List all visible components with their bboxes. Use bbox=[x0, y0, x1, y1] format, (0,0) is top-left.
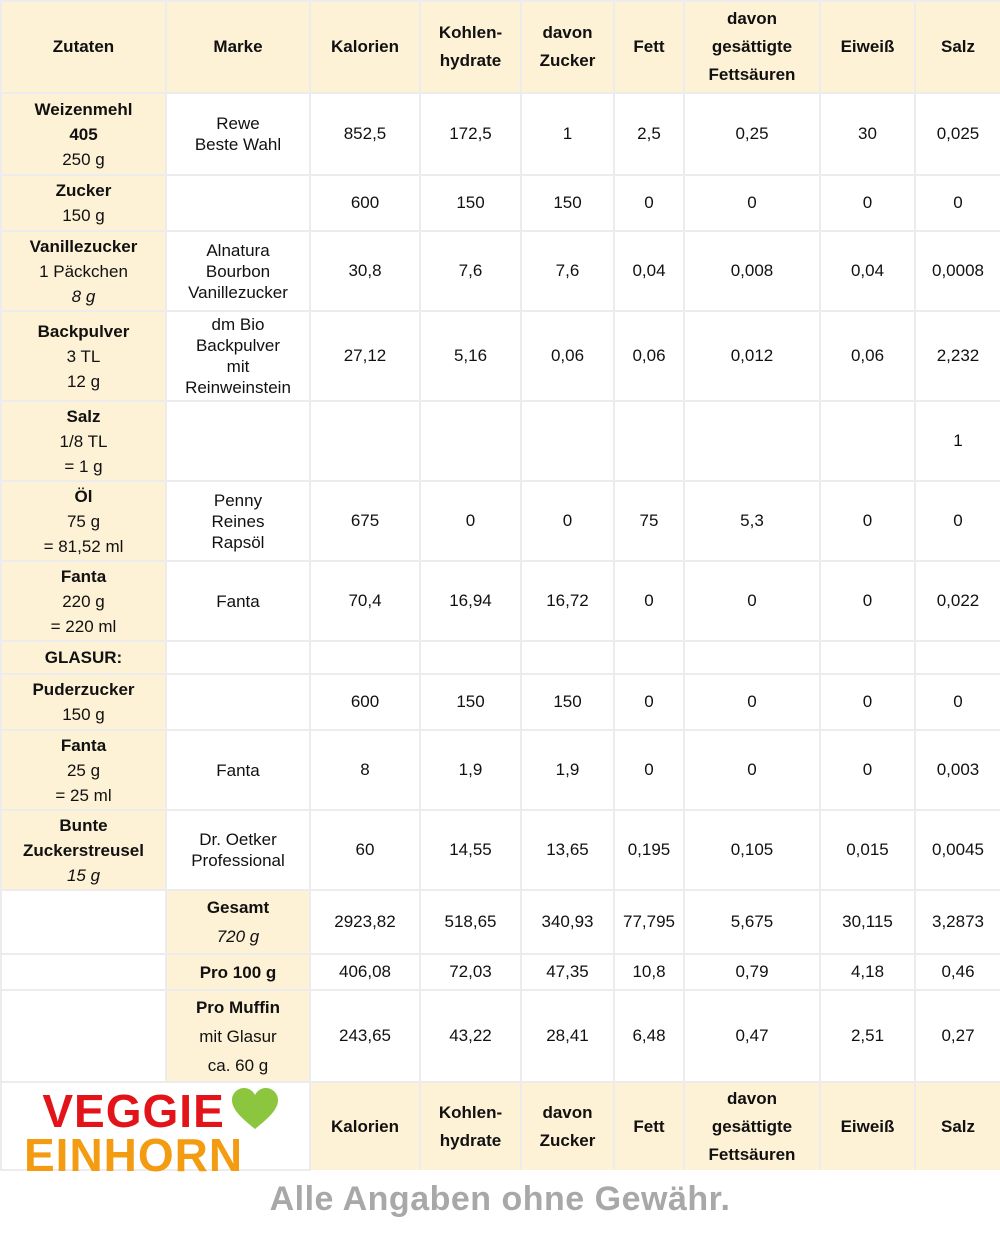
logo-line-2: EINHORN bbox=[24, 1129, 244, 1181]
logo-line-1: VEGGIE bbox=[42, 1085, 225, 1137]
label-line: Salz bbox=[66, 406, 101, 426]
label-line: Vanillezucker bbox=[29, 236, 138, 256]
value-cell: 2,5 bbox=[614, 93, 684, 175]
value-cell: 0,25 bbox=[684, 93, 820, 175]
brand-cell: Dr. Oetker Professional bbox=[166, 810, 310, 890]
value-cell: 0,008 bbox=[684, 231, 820, 311]
summary-value-cell: 77,795 bbox=[614, 890, 684, 954]
value-cell: 1 bbox=[915, 401, 1000, 481]
brand-cell bbox=[166, 674, 310, 730]
header-kalorien: Kalorien bbox=[310, 1, 420, 93]
ingredient-cell bbox=[1, 175, 166, 231]
summary-value-cell: 5,675 bbox=[684, 890, 820, 954]
value-cell: 0,0045 bbox=[915, 810, 1000, 890]
table-row bbox=[1, 175, 1000, 231]
value-cell: 0,015 bbox=[820, 810, 915, 890]
table-row bbox=[1, 674, 1000, 730]
value-cell: 7,6 bbox=[420, 231, 521, 311]
ingredient-cell bbox=[1, 561, 166, 641]
label-line: 150 g bbox=[62, 705, 105, 724]
value-cell: 0,0008 bbox=[915, 231, 1000, 311]
value-cell bbox=[521, 641, 614, 674]
brand-cell: Fanta bbox=[166, 730, 310, 810]
empty-cell bbox=[1, 990, 166, 1082]
table-row bbox=[1, 641, 1000, 674]
footer-header-row bbox=[1, 1082, 1000, 1170]
ingredient-cell bbox=[1, 674, 166, 730]
value-cell: 0 bbox=[614, 730, 684, 810]
value-cell: 1,9 bbox=[521, 730, 614, 810]
ingredient-cell bbox=[1, 730, 166, 810]
value-cell: 0,022 bbox=[915, 561, 1000, 641]
value-cell: 0,003 bbox=[915, 730, 1000, 810]
value-cell: 0 bbox=[420, 481, 521, 561]
label-line: ca. 60 g bbox=[207, 1055, 269, 1075]
footer-header-eiweiss: Eiweiß bbox=[820, 1082, 915, 1170]
value-cell: 0 bbox=[820, 674, 915, 730]
ingredient-cell bbox=[1, 93, 166, 175]
value-cell: 600 bbox=[310, 175, 420, 231]
summary-value-cell: 3,2873 bbox=[915, 890, 1000, 954]
value-cell: 0,025 bbox=[915, 93, 1000, 175]
summary-value-cell: 10,8 bbox=[614, 954, 684, 990]
label-line: 12 g bbox=[66, 371, 101, 391]
value-cell: 70,4 bbox=[310, 561, 420, 641]
table-row bbox=[1, 730, 1000, 810]
value-cell: 27,12 bbox=[310, 311, 420, 401]
value-cell: 5,3 bbox=[684, 481, 820, 561]
footer-header-fett: Fett bbox=[614, 1082, 684, 1170]
ingredient-cell bbox=[1, 311, 166, 401]
table-row bbox=[1, 561, 1000, 641]
value-cell: 172,5 bbox=[420, 93, 521, 175]
value-cell: 16,94 bbox=[420, 561, 521, 641]
value-cell: 0 bbox=[614, 674, 684, 730]
label-line: Pro 100 g bbox=[199, 962, 277, 982]
value-cell: 0 bbox=[820, 730, 915, 810]
label-line: Öl bbox=[74, 486, 93, 506]
value-cell: 150 bbox=[521, 674, 614, 730]
value-cell: 14,55 bbox=[420, 810, 521, 890]
footer-header-zucker: davon Zucker bbox=[521, 1082, 614, 1170]
label-line: Bunte bbox=[59, 815, 108, 835]
footer-header-salz: Salz bbox=[915, 1082, 1000, 1170]
value-cell: 150 bbox=[420, 674, 521, 730]
table-header-row bbox=[1, 1, 1000, 93]
summary-value-cell: 6,48 bbox=[614, 990, 684, 1082]
table-row bbox=[1, 311, 1000, 401]
footer-header-fettsaeuren: davon gesättigte Fettsäuren bbox=[684, 1082, 820, 1170]
summary-row bbox=[1, 990, 1000, 1082]
ingredient-cell bbox=[1, 231, 166, 311]
value-cell: 0 bbox=[684, 674, 820, 730]
label-line: 3 TL bbox=[66, 346, 101, 366]
label-line: = 81,52 ml bbox=[43, 536, 124, 556]
value-cell: 0,06 bbox=[614, 311, 684, 401]
value-cell: 0 bbox=[820, 561, 915, 641]
brand-cell: Rewe Beste Wahl bbox=[166, 93, 310, 175]
summary-label bbox=[166, 990, 310, 1082]
summary-value-cell: 0,46 bbox=[915, 954, 1000, 990]
value-cell: 0 bbox=[820, 481, 915, 561]
label-line: Zucker bbox=[55, 181, 112, 200]
value-cell: 7,6 bbox=[521, 231, 614, 311]
summary-value-cell: 0,27 bbox=[915, 990, 1000, 1082]
brand-cell bbox=[166, 641, 310, 674]
value-cell: 30,8 bbox=[310, 231, 420, 311]
header-fettsaeuren: davon gesättigte Fettsäuren bbox=[684, 1, 820, 93]
value-cell: 0 bbox=[915, 481, 1000, 561]
summary-value-cell: 30,115 bbox=[820, 890, 915, 954]
value-cell: 0 bbox=[684, 730, 820, 810]
ingredient-cell bbox=[1, 641, 166, 674]
empty-cell bbox=[1, 954, 166, 990]
brand-cell: Fanta bbox=[166, 561, 310, 641]
summary-value-cell: 340,93 bbox=[521, 890, 614, 954]
table-row bbox=[1, 401, 1000, 481]
label-line: 150 g bbox=[62, 206, 105, 225]
label-line: = 25 ml bbox=[55, 785, 112, 805]
value-cell bbox=[420, 401, 521, 481]
summary-value-cell: 0,79 bbox=[684, 954, 820, 990]
label-line: Puderzucker bbox=[32, 680, 135, 699]
summary-value-cell: 4,18 bbox=[820, 954, 915, 990]
label-line: 250 g bbox=[62, 149, 105, 169]
value-cell: 852,5 bbox=[310, 93, 420, 175]
brand-cell: Penny Reines Rapsöl bbox=[166, 481, 310, 561]
value-cell bbox=[820, 401, 915, 481]
ingredient-cell bbox=[1, 401, 166, 481]
value-cell: 0 bbox=[521, 481, 614, 561]
ingredient-cell bbox=[1, 810, 166, 890]
summary-row bbox=[1, 890, 1000, 954]
value-cell: 0,105 bbox=[684, 810, 820, 890]
value-cell: 0 bbox=[684, 561, 820, 641]
label-line: 405 bbox=[69, 124, 98, 144]
label-line: 15 g bbox=[66, 865, 101, 885]
header-fett: Fett bbox=[614, 1, 684, 93]
label-line: 8 g bbox=[71, 286, 96, 306]
disclaimer-text: Alle Angaben ohne Gewähr. bbox=[269, 1180, 731, 1218]
value-cell: 0 bbox=[915, 175, 1000, 231]
summary-value-cell: 47,35 bbox=[521, 954, 614, 990]
value-cell bbox=[521, 401, 614, 481]
value-cell: 0,195 bbox=[614, 810, 684, 890]
summary-value-cell: 28,41 bbox=[521, 990, 614, 1082]
value-cell: 0,06 bbox=[820, 311, 915, 401]
label-line: Gesamt bbox=[206, 898, 270, 917]
veggie-einhorn-logo bbox=[24, 1085, 244, 1181]
label-line: Weizenmehl bbox=[34, 99, 133, 119]
label-line: 25 g bbox=[66, 760, 101, 780]
value-cell: 16,72 bbox=[521, 561, 614, 641]
footer-header-kohlenhydrate: Kohlen- hydrate bbox=[420, 1082, 521, 1170]
label-line: 75 g bbox=[66, 511, 101, 531]
brand-cell bbox=[166, 401, 310, 481]
value-cell: 13,65 bbox=[521, 810, 614, 890]
table-row bbox=[1, 481, 1000, 561]
summary-value-cell: 43,22 bbox=[420, 990, 521, 1082]
value-cell: 5,16 bbox=[420, 311, 521, 401]
value-cell: 0 bbox=[614, 561, 684, 641]
label-line: = 220 ml bbox=[50, 616, 117, 636]
value-cell bbox=[310, 401, 420, 481]
value-cell bbox=[310, 641, 420, 674]
summary-value-cell: 406,08 bbox=[310, 954, 420, 990]
value-cell: 8 bbox=[310, 730, 420, 810]
summary-value-cell: 72,03 bbox=[420, 954, 521, 990]
header-eiweiss: Eiweiß bbox=[820, 1, 915, 93]
summary-value-cell: 2,51 bbox=[820, 990, 915, 1082]
value-cell bbox=[684, 401, 820, 481]
summary-row bbox=[1, 954, 1000, 990]
label-line: Fanta bbox=[60, 566, 107, 586]
summary-value-cell: 0,47 bbox=[684, 990, 820, 1082]
header-marke: Marke bbox=[166, 1, 310, 93]
label-line: 1/8 TL bbox=[59, 431, 108, 451]
header-zucker: davon Zucker bbox=[521, 1, 614, 93]
footer-header-kalorien: Kalorien bbox=[310, 1082, 420, 1170]
value-cell: 0 bbox=[820, 175, 915, 231]
value-cell: 0,012 bbox=[684, 311, 820, 401]
value-cell bbox=[614, 641, 684, 674]
value-cell bbox=[684, 641, 820, 674]
heart-icon bbox=[230, 1087, 280, 1131]
value-cell bbox=[420, 641, 521, 674]
header-zutaten: Zutaten bbox=[1, 1, 166, 93]
value-cell: 60 bbox=[310, 810, 420, 890]
value-cell: 150 bbox=[420, 175, 521, 231]
label-line: 720 g bbox=[216, 927, 260, 946]
brand-cell: dm Bio Backpulver mit Reinweinstein bbox=[166, 311, 310, 401]
value-cell: 1 bbox=[521, 93, 614, 175]
value-cell: 0,04 bbox=[614, 231, 684, 311]
label-line: = 1 g bbox=[64, 456, 103, 476]
header-salz: Salz bbox=[915, 1, 1000, 93]
value-cell: 0 bbox=[915, 674, 1000, 730]
summary-value-cell: 518,65 bbox=[420, 890, 521, 954]
label-line: Backpulver bbox=[37, 321, 130, 341]
ingredient-cell bbox=[1, 481, 166, 561]
label-line: mit Glasur bbox=[199, 1026, 277, 1046]
table-row bbox=[1, 93, 1000, 175]
table-row bbox=[1, 810, 1000, 890]
brand-cell: Alnatura Bourbon Vanillezucker bbox=[166, 231, 310, 311]
value-cell: 0,04 bbox=[820, 231, 915, 311]
brand-cell bbox=[166, 175, 310, 231]
value-cell bbox=[915, 641, 1000, 674]
empty-cell bbox=[1, 890, 166, 954]
summary-value-cell: 243,65 bbox=[310, 990, 420, 1082]
value-cell: 150 bbox=[521, 175, 614, 231]
summary-label bbox=[166, 890, 310, 954]
logo-cell bbox=[1, 1082, 310, 1181]
value-cell: 1,9 bbox=[420, 730, 521, 810]
value-cell bbox=[820, 641, 915, 674]
label-line: 1 Päckchen bbox=[39, 261, 128, 281]
label-line: 220 g bbox=[62, 591, 105, 611]
value-cell: 600 bbox=[310, 674, 420, 730]
value-cell bbox=[614, 401, 684, 481]
value-cell: 0 bbox=[684, 175, 820, 231]
value-cell: 0,06 bbox=[521, 311, 614, 401]
header-kohlenhydrate: Kohlen- hydrate bbox=[420, 1, 521, 93]
value-cell: 675 bbox=[310, 481, 420, 561]
value-cell: 2,232 bbox=[915, 311, 1000, 401]
value-cell: 30 bbox=[820, 93, 915, 175]
value-cell: 0 bbox=[614, 175, 684, 231]
label-line: Pro Muffin bbox=[195, 997, 281, 1017]
label-line: GLASUR: bbox=[44, 648, 123, 667]
label-line: Zuckerstreusel bbox=[23, 840, 144, 860]
value-cell: 75 bbox=[614, 481, 684, 561]
summary-label bbox=[166, 954, 310, 990]
summary-value-cell: 2923,82 bbox=[310, 890, 420, 954]
table-row bbox=[1, 231, 1000, 311]
label-line: Fanta bbox=[60, 735, 107, 755]
